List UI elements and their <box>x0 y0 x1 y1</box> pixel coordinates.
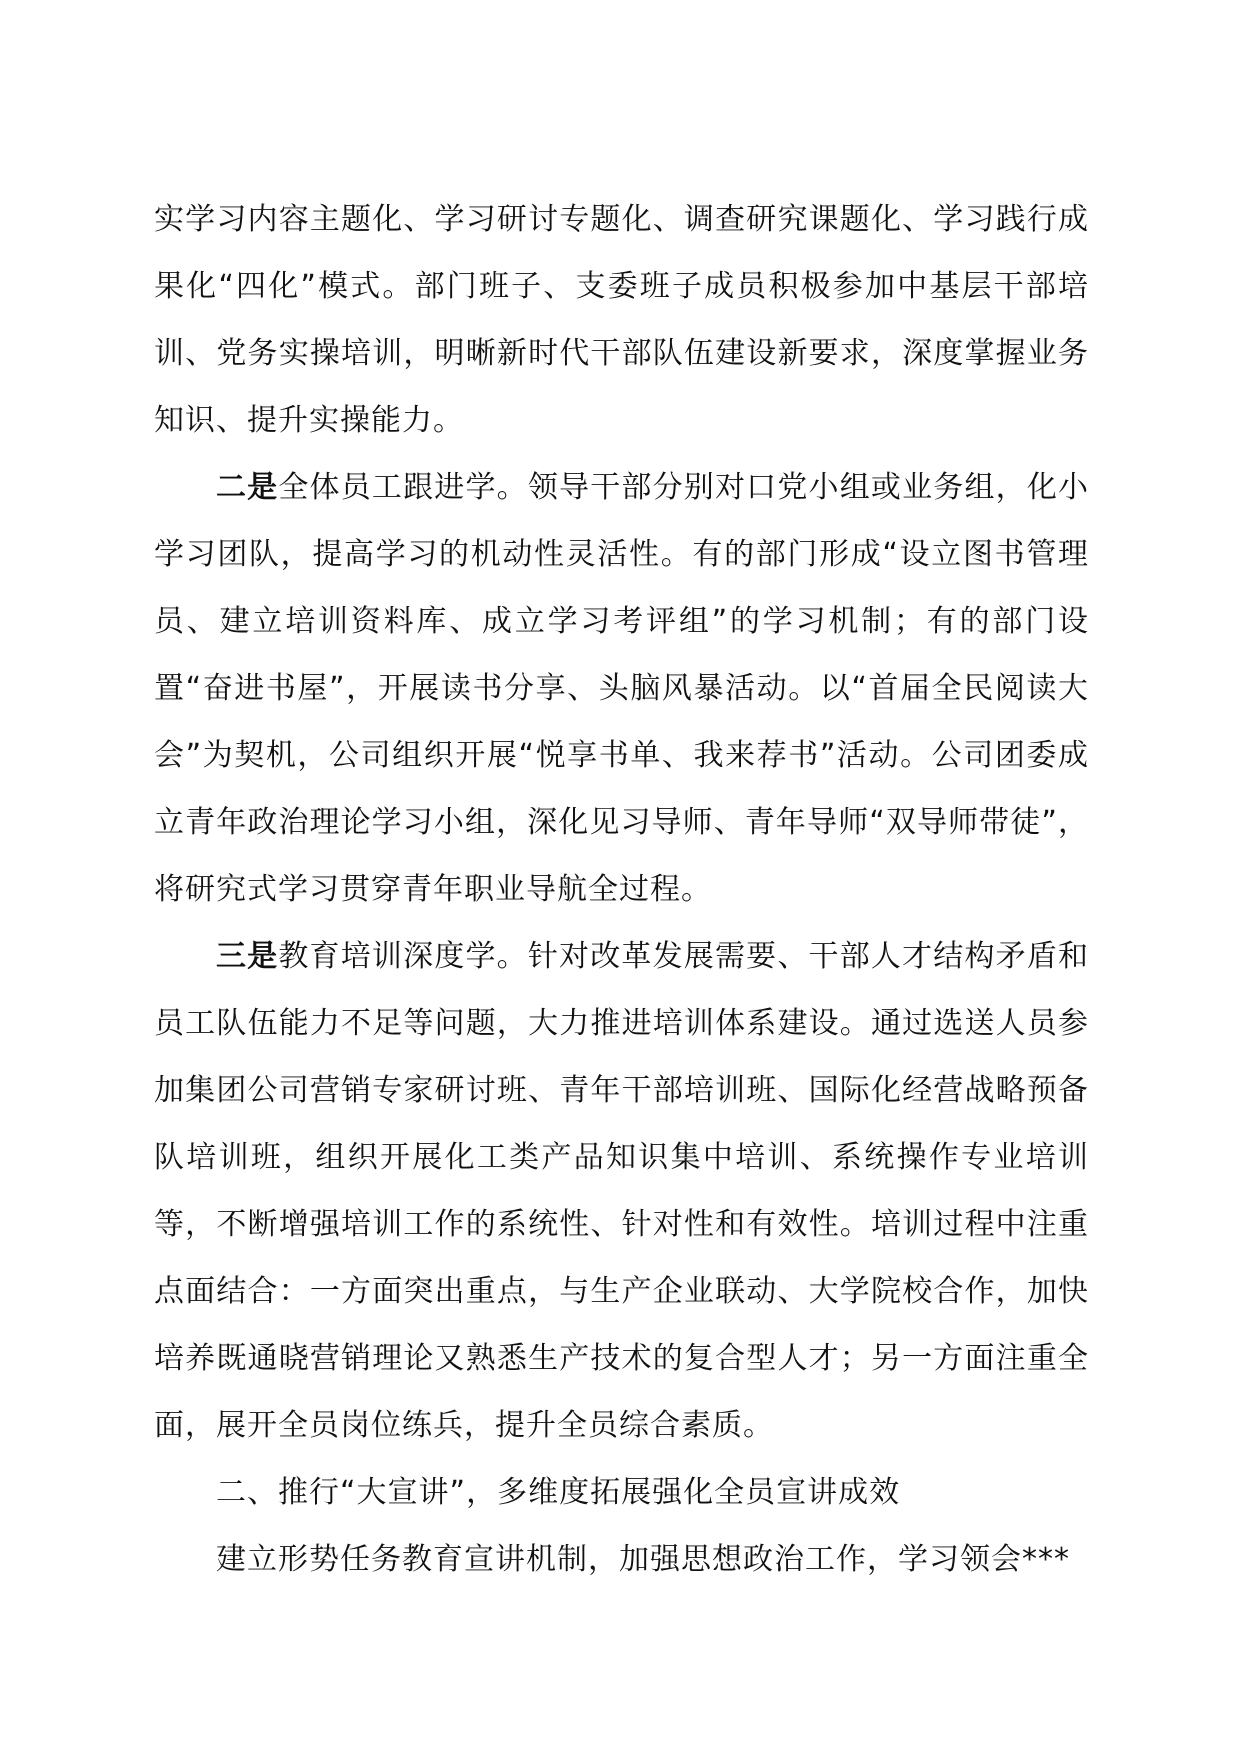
paragraph-text: 实学习内容主题化、学习研讨专题化、调查研究课题化、学习践行成果化“四化”模式。部门班子、支委班子成员积极参加中基层干部培训、党务实操培训，明晰新时代干部队伍建设新要求，深度掌握业务知识、提升实操能力。 <box>154 202 1089 438</box>
paragraph-continuation <box>154 186 1089 454</box>
paragraph-lead: 二是 <box>216 470 279 505</box>
section-heading <box>154 1459 1089 1526</box>
section-heading-text: 二、推行“大宣讲”，多维度拓展强化全员宣讲成效 <box>216 1475 901 1510</box>
document-body <box>154 186 1089 1593</box>
paragraph-point-three <box>154 923 1089 1459</box>
paragraph-lead: 三是 <box>216 939 279 974</box>
paragraph-point-two <box>154 454 1089 923</box>
paragraph-section-intro <box>154 1526 1089 1593</box>
paragraph-text: 建立形势任务教育宣讲机制，加强思想政治工作，学习领会*** <box>216 1542 1070 1577</box>
paragraph-text: 教育培训深度学。针对改革发展需要、干部人才结构矛盾和员工队伍能力不足等问题，大力推进培训体系建设。通过选送人员参加集团公司营销专家研讨班、青年干部培训班、国际化经营战略预备队培训班，组织开展化工类产品知识集中培训、系统操作专业培训等，不断增强培训工作的系统性、针对性和有效性。培训过程中注重点面结合：一方面突出重点，与生产企业联动、大学院校合作，加快培养既通晓营销理论又熟悉生产技术的复合型人才；另一方面注重全面，展开全员岗位练兵，提升全员综合素质。 <box>154 939 1090 1443</box>
paragraph-text: 全体员工跟进学。领导干部分别对口党小组或业务组，化小学习团队，提高学习的机动性灵活性。有的部门形成“设立图书管理员、建立培训资料库、成立学习考评组”的学习机制；有的部门设置“奋进书屋”，开展读书分享、头脑风暴活动。以“首届全民阅读大会”为契机，公司组织开展“悦享书单、我来荐书”活动。公司团委成立青年政治理论学习小组，深化见习导师、青年导师“双导师带徒”，将研究式学习贯穿青年职业导航全过程。 <box>154 470 1090 907</box>
